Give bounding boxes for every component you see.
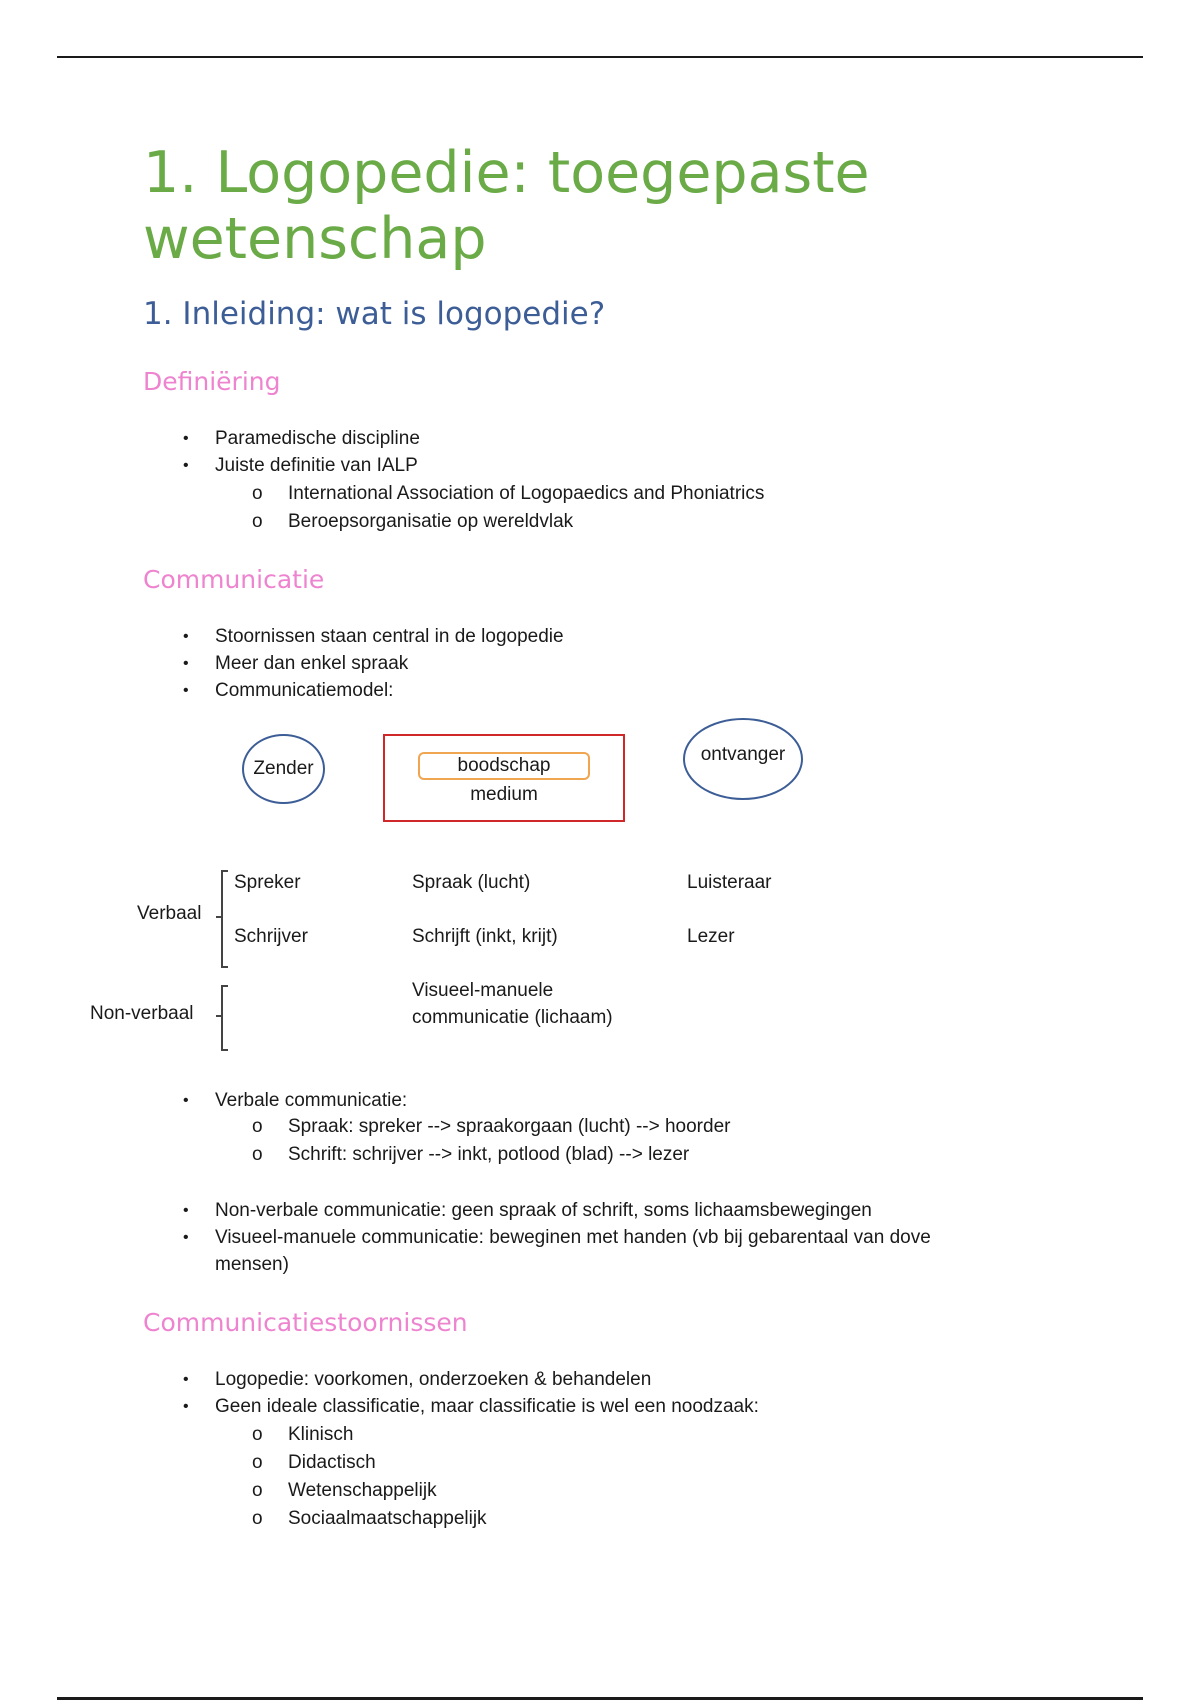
table-cell: Spraak (lucht) (412, 872, 531, 893)
receiver-label: ontvanger (700, 744, 786, 765)
list-item: • Meer dan enkel spraak (180, 650, 564, 677)
nonverbal-brace (221, 985, 228, 1051)
communication-list (180, 1197, 1000, 1278)
table-cell: Visueel-manuele (412, 980, 554, 1001)
list-item: o Schrift: schrijver --> inkt, potlood (blad) --> lezer (252, 1141, 730, 1169)
section-heading: 1. Inleiding: wat is logopedie? (143, 296, 606, 332)
list-item: • Paramedische discipline (180, 425, 420, 452)
medium-label: medium (470, 784, 538, 805)
subheading-communicatiestoornissen: Communicatiestoornissen (143, 1308, 468, 1337)
subheading-communicatie: Communicatie (143, 565, 325, 594)
table-cell: Schrijft (inkt, krijt) (412, 926, 558, 947)
verbal-label: Verbaal (137, 903, 202, 924)
nonverbal-label: Non-verbaal (90, 1003, 194, 1024)
message-box (418, 752, 590, 780)
definiering-list (180, 425, 420, 479)
receiver-ellipse (683, 718, 803, 800)
list-item: • Stoornissen staan central in de logopedie (180, 623, 564, 650)
table-cell: Lezer (687, 926, 735, 947)
table-cell: Spreker (234, 872, 301, 893)
verbal-sublist (252, 1113, 730, 1169)
list-item: o Klinisch (252, 1421, 487, 1449)
list-item: • Verbale communicatie: (180, 1087, 407, 1114)
table-cell: Luisteraar (687, 872, 772, 893)
list-item: • Logopedie: voorkomen, onderzoeken & behandelen (180, 1366, 759, 1393)
verbal-list (180, 1087, 407, 1114)
list-item: o Beroepsorganisatie op wereldvlak (252, 508, 764, 536)
page-title: 1. Logopedie: toegepaste wetenschap (143, 140, 870, 272)
message-label: boodschap (457, 755, 551, 776)
table-cell: Schrijver (234, 926, 308, 947)
list-item: o International Association of Logopaedics and Phoniatrics (252, 480, 764, 508)
list-item: • Juiste definitie van IALP (180, 452, 420, 479)
nonverbal-brace-tick (216, 1015, 222, 1017)
verbal-brace-tick (216, 916, 222, 918)
list-item: • Geen ideale classificatie, maar classificatie is wel een noodzaak: (180, 1393, 759, 1420)
definiering-sublist (252, 480, 764, 536)
list-item: • Communicatiemodel: (180, 677, 564, 704)
communicatie-list (180, 623, 564, 704)
list-item: • Non-verbale communicatie: geen spraak of schrift, soms lichaamsbewegingen (180, 1197, 1000, 1224)
list-item: o Wetenschappelijk (252, 1477, 487, 1505)
subheading-definiering: Definiëring (143, 367, 281, 396)
sender-ellipse (242, 734, 325, 804)
list-item: o Didactisch (252, 1449, 487, 1477)
list-item: • Visueel-manuele communicatie: beweginen met handen (vb bij gebarentaal van dove mensen) (180, 1224, 1000, 1278)
sender-label: Zender (253, 758, 314, 779)
medium-box (383, 734, 625, 822)
stoornissen-list (180, 1366, 759, 1420)
table-cell: communicatie (lichaam) (412, 1007, 613, 1028)
verbal-brace (221, 870, 228, 968)
list-item: o Sociaalmaatschappelijk (252, 1505, 487, 1533)
top-rule (57, 56, 1143, 58)
classification-sublist (252, 1421, 487, 1533)
list-item: o Spraak: spreker --> spraakorgaan (lucht) --> hoorder (252, 1113, 730, 1141)
